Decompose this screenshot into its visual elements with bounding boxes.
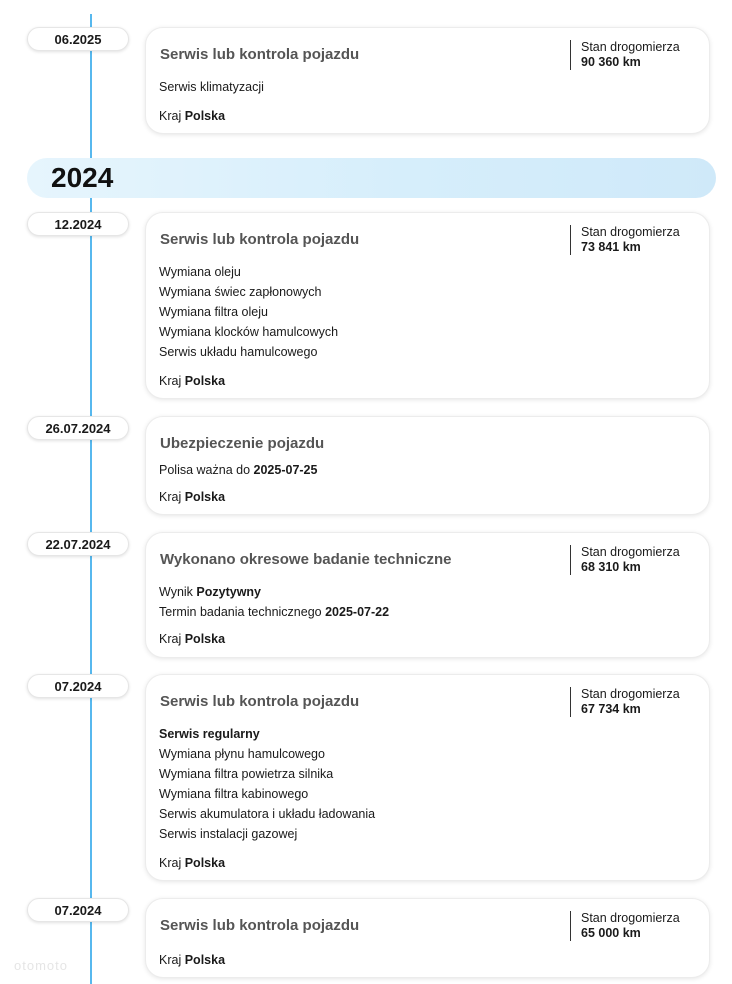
year-label: 2024 xyxy=(51,162,114,193)
country-label: Kraj xyxy=(159,953,182,967)
term-label: Termin badania technicznego xyxy=(159,605,322,619)
odometer-value: 67 734 km xyxy=(581,702,641,716)
odometer-block xyxy=(570,40,680,70)
country-label: Kraj xyxy=(159,856,182,870)
odometer-label: Stan drogomierza xyxy=(581,911,680,925)
date-badge: 22.07.2024 xyxy=(27,532,129,556)
result-value: Pozytywny xyxy=(196,585,262,599)
history-card xyxy=(145,27,710,134)
country-row xyxy=(159,108,225,124)
country-label: Kraj xyxy=(159,109,182,123)
odometer-value: 68 310 km xyxy=(581,560,641,574)
odometer-label: Stan drogomierza xyxy=(581,40,680,54)
policy-row xyxy=(159,462,317,478)
service-subtitle: Serwis regularny xyxy=(159,727,260,741)
result-row xyxy=(159,584,261,600)
service-item: Wymiana filtra kabinowego xyxy=(159,787,309,801)
card-title: Wykonano okresowe badanie techniczne xyxy=(160,551,452,568)
country-value: Polska xyxy=(184,109,226,123)
card-title: Ubezpieczenie pojazdu xyxy=(160,435,325,452)
odometer-label: Stan drogomierza xyxy=(581,225,680,239)
year-header xyxy=(27,158,716,198)
card-title: Serwis lub kontrola pojazdu xyxy=(160,46,360,63)
country-value: Polska xyxy=(184,632,226,646)
history-card xyxy=(145,674,710,881)
service-item: Wymiana klocków hamulcowych xyxy=(159,325,339,339)
odometer-block xyxy=(570,225,680,255)
history-card xyxy=(145,532,710,658)
date-badge: 07.2024 xyxy=(27,898,129,922)
odometer-label: Stan drogomierza xyxy=(581,687,680,701)
term-row xyxy=(159,604,389,620)
country-value: Polska xyxy=(184,953,226,967)
history-card xyxy=(145,898,710,978)
country-row xyxy=(159,631,225,647)
country-value: Polska xyxy=(184,490,226,504)
country-label: Kraj xyxy=(159,632,182,646)
service-item: Wymiana filtra powietrza silnika xyxy=(159,767,334,781)
service-item: Wymiana filtra oleju xyxy=(159,305,268,319)
country-label: Kraj xyxy=(159,374,182,388)
date-badge: 06.2025 xyxy=(27,27,129,51)
odometer-block xyxy=(570,911,680,941)
history-card xyxy=(145,416,710,515)
card-title: Serwis lub kontrola pojazdu xyxy=(160,917,360,934)
country-row xyxy=(159,952,225,968)
country-value: Polska xyxy=(184,856,226,870)
odometer-value: 73 841 km xyxy=(581,240,641,254)
result-label: Wynik xyxy=(159,585,193,599)
country-row xyxy=(159,489,225,505)
policy-label: Polisa ważna do xyxy=(159,463,251,477)
odometer-value: 65 000 km xyxy=(581,926,641,940)
country-row xyxy=(159,855,225,871)
date-badge: 07.2024 xyxy=(27,674,129,698)
odometer-label: Stan drogomierza xyxy=(581,545,680,559)
date-badge: 12.2024 xyxy=(27,212,129,236)
odometer-block xyxy=(570,687,680,717)
service-item: Wymiana oleju xyxy=(159,265,241,279)
service-item: Serwis instalacji gazowej xyxy=(159,827,298,841)
service-item: Serwis klimatyzacji xyxy=(159,80,264,94)
service-item: Wymiana płynu hamulcowego xyxy=(159,747,325,761)
service-item: Wymiana świec zapłonowych xyxy=(159,285,322,299)
policy-value: 2025-07-25 xyxy=(253,463,318,477)
country-row xyxy=(159,373,225,389)
card-title: Serwis lub kontrola pojazdu xyxy=(160,231,360,248)
service-item: Serwis akumulatora i układu ładowania xyxy=(159,807,376,821)
watermark-logo: otomoto xyxy=(14,958,68,973)
country-label: Kraj xyxy=(159,490,182,504)
odometer-value: 90 360 km xyxy=(581,55,641,69)
history-card xyxy=(145,212,710,399)
odometer-block xyxy=(570,545,680,575)
term-value: 2025-07-22 xyxy=(325,605,390,619)
card-title: Serwis lub kontrola pojazdu xyxy=(160,693,360,710)
service-item: Serwis układu hamulcowego xyxy=(159,345,318,359)
country-value: Polska xyxy=(184,374,226,388)
date-badge: 26.07.2024 xyxy=(27,416,129,440)
